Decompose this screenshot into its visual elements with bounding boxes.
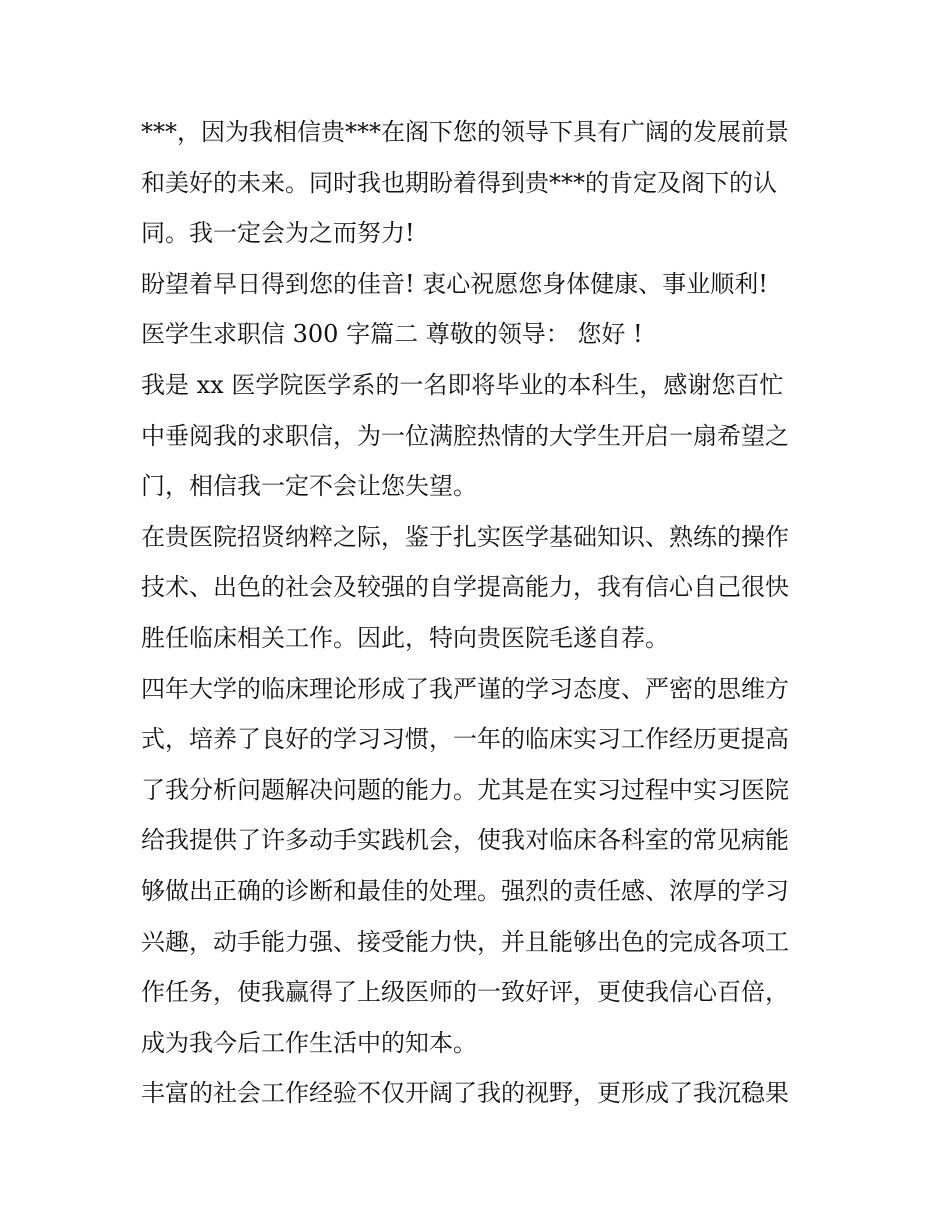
- text-line: 同。我一定会为之而努力!: [141, 219, 415, 248]
- text-line: 和美好的未来。同时我也期盼着得到贵***的肯定及阁下的认: [141, 168, 777, 197]
- text-line: 技术、出色的社会及较强的自学提高能力，我有信心自己很快: [141, 573, 789, 602]
- text-line: 作任务，使我赢得了上级医师的一致好评，更使我信心百倍，: [141, 978, 789, 1007]
- text-line: 够做出正确的诊断和最佳的处理。强烈的责任感、浓厚的学习: [141, 876, 789, 905]
- text-line: 我是 xx 医学院医学系的一名即将毕业的本科生，感谢您百忙: [141, 370, 784, 399]
- text-line: ***，因为我相信贵***在阁下您的领导下具有广阔的发展前景: [141, 118, 789, 146]
- text-line: 式，培养了良好的学习习惯，一年的临床实习工作经历更提高: [141, 725, 789, 754]
- text-line: 丰富的社会工作经验不仅开阔了我的视野，更形成了我沉稳果: [141, 1079, 789, 1108]
- text-line: 了我分析问题解决问题的能力。尤其是在实习过程中实习医院: [141, 775, 789, 804]
- text-line: 盼望着早日得到您的佳音! 衷心祝愿您身体健康、事业顺利!: [141, 269, 768, 298]
- text-line: 四年大学的临床理论形成了我严谨的学习态度、严密的思维方: [141, 674, 789, 703]
- text-line: 给我提供了许多动手实践机会，使我对临床各科室的常见病能: [141, 826, 789, 855]
- text-line: 中垂阅我的求职信，为一位满腔热情的大学生开启一扇希望之: [141, 421, 789, 450]
- text-line: 成为我今后工作生活中的知本。: [141, 1028, 477, 1057]
- text-line: 在贵医院招贤纳粹之际，鉴于扎实医学基础知识、熟练的操作: [141, 522, 789, 551]
- section-heading-line: 医学生求职信 300 字篇二 尊敬的领导： 您好 !: [141, 320, 643, 349]
- text-line: 胜任临床相关工作。因此，特向贵医院毛遂自荐。: [141, 623, 669, 652]
- letter-body: [141, 107, 821, 1119]
- text-line: 兴趣，动手能力强、接受能力快，并且能够出色的完成各项工: [141, 927, 789, 956]
- text-line: 门，相信我一定不会让您失望。: [141, 472, 477, 501]
